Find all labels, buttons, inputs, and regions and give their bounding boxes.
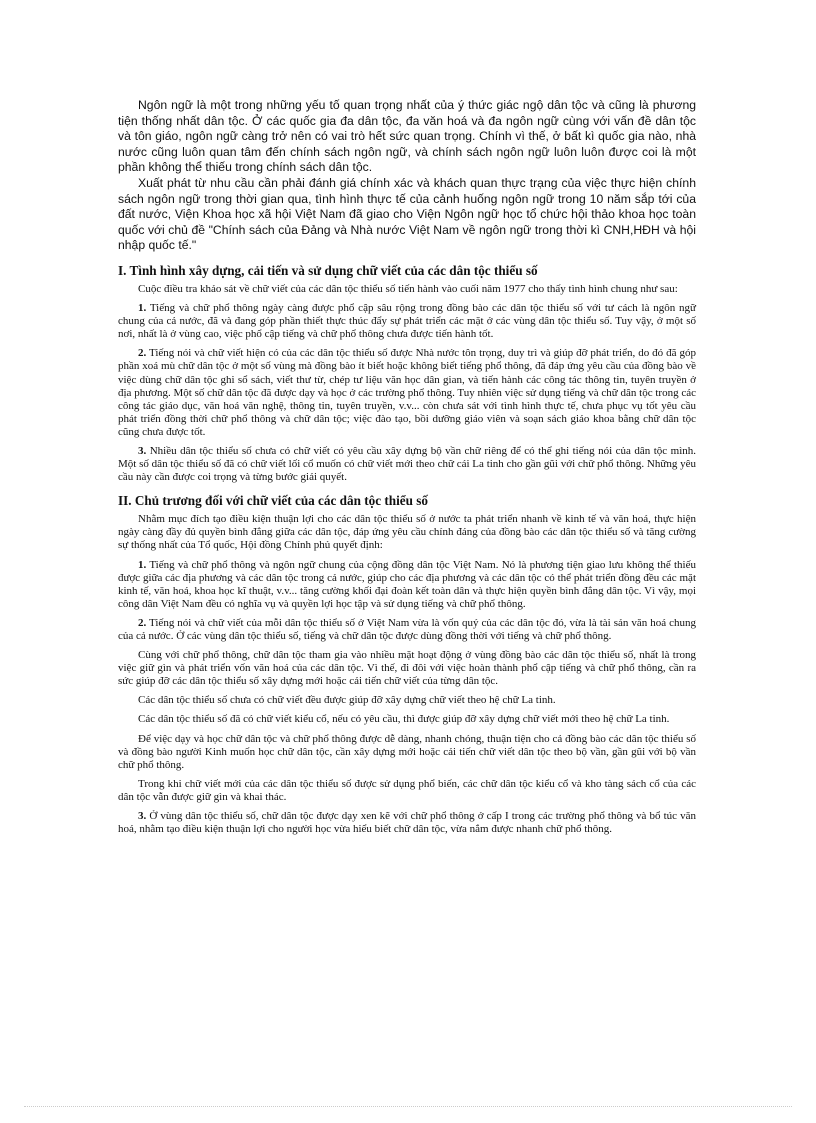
item-number: 1. bbox=[138, 302, 147, 315]
page-bottom-divider bbox=[24, 1106, 792, 1107]
section-2-lead: Nhằm mục đích tạo điều kiện thuận lợi cho các dân tộc thiểu số ở nước ta phát triển nhanh về kinh tế và văn hoá, thực hiện ngày càng đầy đủ quyền bình đẳng giữa các dân tộc, đáp ứng yêu cầu chính đáng của đồng bào các dân tộc thiểu số và tăng cường sự thống nhất của Tổ quốc, Hội đồng Chính phủ quyết định: bbox=[118, 513, 696, 552]
section-2-item-1 bbox=[118, 559, 696, 611]
document-page bbox=[118, 98, 696, 842]
item-number: 3. bbox=[138, 810, 147, 823]
item-number: 2. bbox=[138, 616, 147, 629]
section-2-item-2 bbox=[118, 617, 696, 643]
section-2-heading: II. Chủ trương đối với chữ viết của các dân tộc thiểu số bbox=[118, 493, 428, 509]
item-number: 2. bbox=[138, 347, 147, 360]
item-text: Tiếng và chữ phổ thông ngày càng được phổ cập sâu rộng trong đồng bào các dân tộc thiểu số với tư cách là ngôn ngữ chung của cả nước, đã và đang góp phần thiết thực thúc đẩy sự phát triển các mặt ở các vùng dân tộc thiểu số. Tuy vậy, ở một số nơi, nhất là ở vùng cao, việc phổ cập tiếng và chữ phổ thông chưa được tiến hành tốt. bbox=[118, 302, 696, 341]
section-2-paragraph: Các dân tộc thiểu số đã có chữ viết kiểu cổ, nếu có yêu cầu, thì được giúp đỡ xây dựng chữ viết mới theo hệ chữ La tinh. bbox=[138, 713, 670, 726]
item-text: Tiếng và chữ phổ thông và ngôn ngữ chung của cộng đồng dân tộc Việt Nam. Nó là phương tiện giao lưu không thể thiếu được giữa các địa phương và các dân tộc trong cả nước, giúp cho các địa phương và các dân tộc có thể phát triển đồng đều các mặt kinh tế, văn hoá, khoa học kĩ thuật, v.v... tăng cường khối đại đoàn kết toàn dân và thực hiện quyền bình đẳng dân tộc. Vì vậy, mọi công dân Việt Nam đều có nghĩa vụ và quyền lợi học tập và sử dụng tiếng và chữ phổ thông. bbox=[118, 558, 696, 610]
section-1-item-2 bbox=[118, 347, 696, 439]
section-1-item-3 bbox=[118, 445, 696, 484]
item-text: Tiếng nói và chữ viết hiện có của các dân tộc thiểu số được Nhà nước tôn trọng, duy trì và giúp đỡ phát triển, do đó đã góp phần xoá mù chữ dân tộc ở một số vùng mà đồng bào ít biết hoặc không biết tiếng phổ thông, đã đáp ứng yêu cầu của đồng bào về việc dùng chữ dân tộc ghi sổ sách, viết thư từ, chép tư liệu văn học dân gian, và tiến hành các công tác thông tin, tuyên truyền ở địa phương. Một số chữ dân tộc đã được dạy và học ở các trường phổ thông. Tuy nhiên việc sử dụng tiếng và chữ dân tộc trong các công tác giáo dục, văn hoá văn nghệ, thông tin, tuyên truyền, v.v... còn chưa sát với tình hình thực tế, chưa phục vụ tốt yêu cầu phát triển đồng thời chữ phổ thông và chữ dân tộc; việc đào tạo, bồi dưỡng giáo viên và soạn sách giáo khoa bằng chữ dân tộc cũng chưa được tốt. bbox=[118, 347, 696, 438]
section-2-paragraph: Cùng với chữ phổ thông, chữ dân tộc tham gia vào nhiều mặt hoạt động ở vùng đồng bào các dân tộc thiểu số, nhất là trong việc giữ gìn và phát triển vốn văn hoá của các dân tộc. Vì thế, đi đôi với việc hoàn thành phổ cập tiếng và chữ phổ thông, cần ra sức giúp đỡ các dân tộc thiểu số xây dựng mới hoặc cải tiến chữ viết của từng dân tộc. bbox=[118, 649, 696, 688]
section-2-paragraph: Để việc dạy và học chữ dân tộc và chữ phổ thông được dễ dàng, nhanh chóng, thuận tiện cho cả đồng bào các dân tộc thiểu số và đồng bào người Kinh muốn học chữ dân tộc, cần xây dựng mới hoặc cải tiến chữ viết dân tộc theo bộ vần, gần gũi với bộ vần chữ phổ thông. bbox=[118, 732, 696, 771]
item-number: 3. bbox=[138, 444, 147, 457]
intro-paragraph-1: Ngôn ngữ là một trong những yếu tố quan trọng nhất của ý thức giác ngộ dân tộc và cũng là phương tiện thống nhất dân tộc. Ở các quốc gia đa dân tộc, đa văn hoá và đa ngôn ngữ cùng với vấn đề dân tộc và tôn giáo, ngôn ngữ càng trở nên có vai trò hết sức quan trọng. Chính vì thế, ở bất kì quốc gia nào, nhà nước cũng luôn quan tâm đến chính sách ngôn ngữ, và chính sách ngôn ngữ luôn luôn được coi là một phần không thể thiếu trong chính sách dân tộc. bbox=[118, 98, 696, 175]
item-number: 1. bbox=[138, 558, 147, 571]
item-text: Nhiều dân tộc thiểu số chưa có chữ viết có yêu cầu xây dựng bộ vần chữ riêng để có thể ghi tiếng nói của dân tộc mình. Một số dân tộc thiểu số đã có chữ viết lối cổ muốn có chữ viết mới theo chữ cái La tinh cho gần gũi với chữ phổ thông. Những yêu cầu này cần được coi trọng và từng bước giải quyết. bbox=[118, 444, 696, 484]
section-2-paragraph: Trong khi chữ viết mới của các dân tộc thiểu số được sử dụng phổ biến, các chữ dân tộc kiểu cổ và kho tàng sách cổ của các dân tộc vẫn được giữ gìn và khai thác. bbox=[118, 777, 696, 803]
section-1-lead: Cuộc điều tra khảo sát về chữ viết của các dân tộc thiểu số tiến hành vào cuối năm 1977 cho thấy tình hình chung như sau: bbox=[138, 282, 678, 295]
section-2-paragraph: Các dân tộc thiểu số chưa có chữ viết đều được giúp đỡ xây dựng chữ viết theo hệ chữ La tinh. bbox=[138, 694, 556, 707]
section-2-item-3 bbox=[118, 810, 696, 836]
section-1-item-1 bbox=[118, 302, 696, 341]
section-1-heading: I. Tình hình xây dựng, cải tiến và sử dụng chữ viết của các dân tộc thiểu số bbox=[118, 262, 538, 278]
item-text: Ở vùng dân tộc thiểu số, chữ dân tộc được dạy xen kẽ với chữ phổ thông ở cấp I trong các trường phổ thông và bổ túc văn hoá, nhằm tạo điều kiện thuận lợi cho người học vừa hiểu biết chữ dân tộc, vừa nắm được nhanh chữ phổ thông. bbox=[118, 810, 696, 836]
intro-paragraph-2: Xuất phát từ nhu cầu cần phải đánh giá chính xác và khách quan thực trạng của việc thực hiện chính sách ngôn ngữ trong thời gian qua, tình hình thực tế của cảnh huống ngôn ngữ trong 10 năm sắp tới của đất nước, Viện Khoa học xã hội Việt Nam đã giao cho Viện Ngôn ngữ học tổ chức hội thảo khoa học toàn quốc với chủ đề "Chính sách của Đảng và Nhà nước Việt Nam về ngôn ngữ trong thời kì CNH,HĐH và hội nhập quốc tế." bbox=[118, 175, 696, 253]
item-text: Tiếng nói và chữ viết của mỗi dân tộc thiểu số ở Việt Nam vừa là vốn quý của các dân tộc đó, vừa là tài sản văn hoá chung của cả nước. Ở các vùng dân tộc thiểu số, tiếng và chữ dân tộc được dùng đồng thời với tiếng và chữ phổ thông. bbox=[118, 616, 696, 642]
